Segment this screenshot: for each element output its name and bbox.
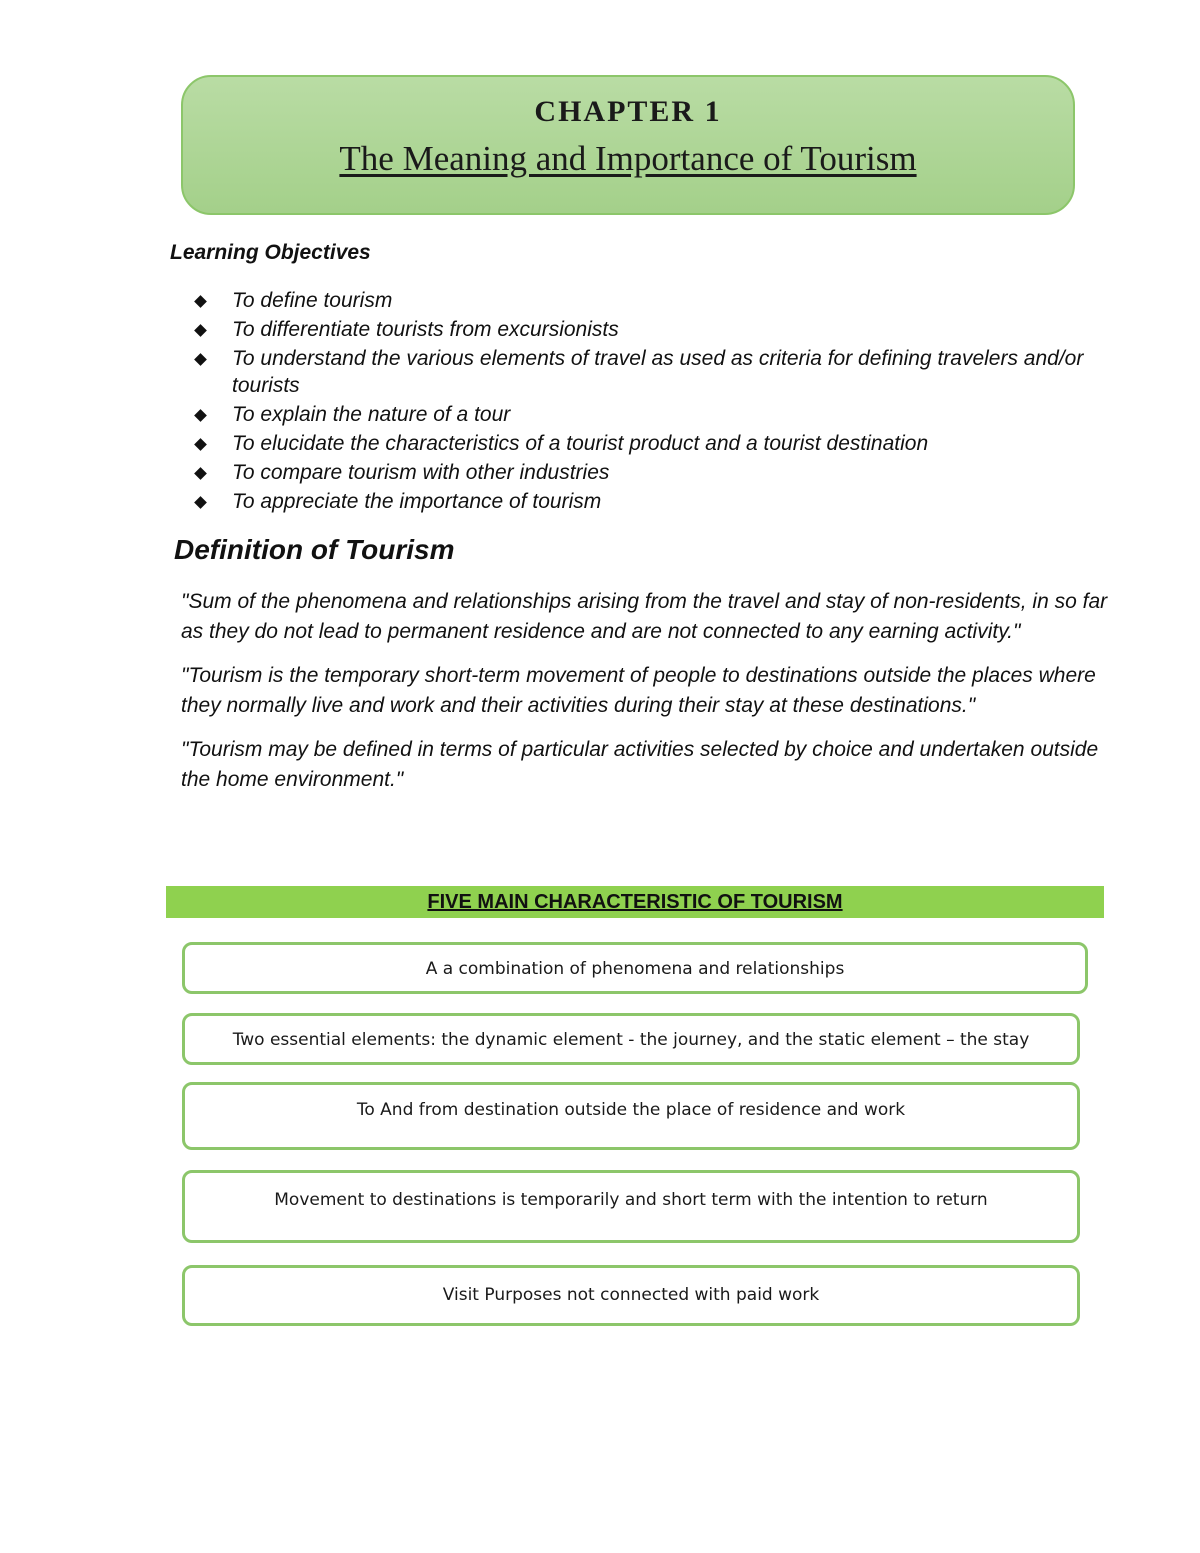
- diamond-bullet-icon: [194, 295, 207, 308]
- characteristic-box: To And from destination outside the place of residence and work: [182, 1082, 1080, 1150]
- objective-text: To define tourism: [232, 289, 393, 312]
- objective-item: [196, 345, 1106, 399]
- objective-item: [196, 459, 1106, 486]
- characteristic-box: Movement to destinations is temporarily and short term with the intention to return: [182, 1170, 1080, 1243]
- definition-quote: "Sum of the phenomena and relationships arising from the travel and stay of non-residents, in so far as they do not lead to permanent residence and are not connected to any earning activity.": [181, 590, 1108, 643]
- learning-objectives-heading: Learning Objectives: [170, 241, 371, 264]
- characteristic-box: Visit Purposes not connected with paid work: [182, 1265, 1080, 1326]
- diamond-bullet-icon: [194, 353, 207, 366]
- definition-quotes: [181, 587, 1111, 809]
- definition-quote: "Tourism may be defined in terms of particular activities selected by choice and undertaken outside the home environment.": [181, 738, 1099, 791]
- objective-item: [196, 401, 1106, 428]
- objective-item: [196, 287, 1106, 314]
- characteristics-heading: FIVE MAIN CHARACTERISTIC OF TOURISM: [166, 886, 1104, 918]
- objective-text: To explain the nature of a tour: [232, 403, 511, 426]
- characteristic-box: Two essential elements: the dynamic element - the journey, and the static element – the stay: [182, 1013, 1080, 1065]
- objective-text: To elucidate the characteristics of a tourist product and a tourist destination: [232, 432, 929, 455]
- chapter-header: [181, 75, 1075, 215]
- objective-item: [196, 488, 1106, 515]
- diamond-bullet-icon: [194, 409, 207, 422]
- objective-item: [196, 430, 1106, 457]
- objective-item: [196, 316, 1106, 343]
- chapter-title: The Meaning and Importance of Tourism: [339, 139, 917, 178]
- definition-heading: Definition of Tourism: [174, 534, 455, 565]
- definition-quote: "Tourism is the temporary short-term movement of people to destinations outside the places where they normally live and work and their activities during their stay at these destinations.": [181, 664, 1096, 717]
- characteristic-box: A a combination of phenomena and relationships: [182, 942, 1088, 994]
- objective-text: To appreciate the importance of tourism: [232, 490, 602, 513]
- objective-text: To understand the various elements of travel as used as criteria for defining travelers and/or tourists: [232, 347, 1084, 397]
- chapter-label: CHAPTER 1: [534, 95, 722, 128]
- diamond-bullet-icon: [194, 467, 207, 480]
- objective-text: To compare tourism with other industries: [232, 461, 610, 484]
- diamond-bullet-icon: [194, 324, 207, 337]
- objective-text: To differentiate tourists from excursionists: [232, 318, 619, 341]
- diamond-bullet-icon: [194, 496, 207, 509]
- learning-objectives-list: [196, 287, 1106, 517]
- diamond-bullet-icon: [194, 438, 207, 451]
